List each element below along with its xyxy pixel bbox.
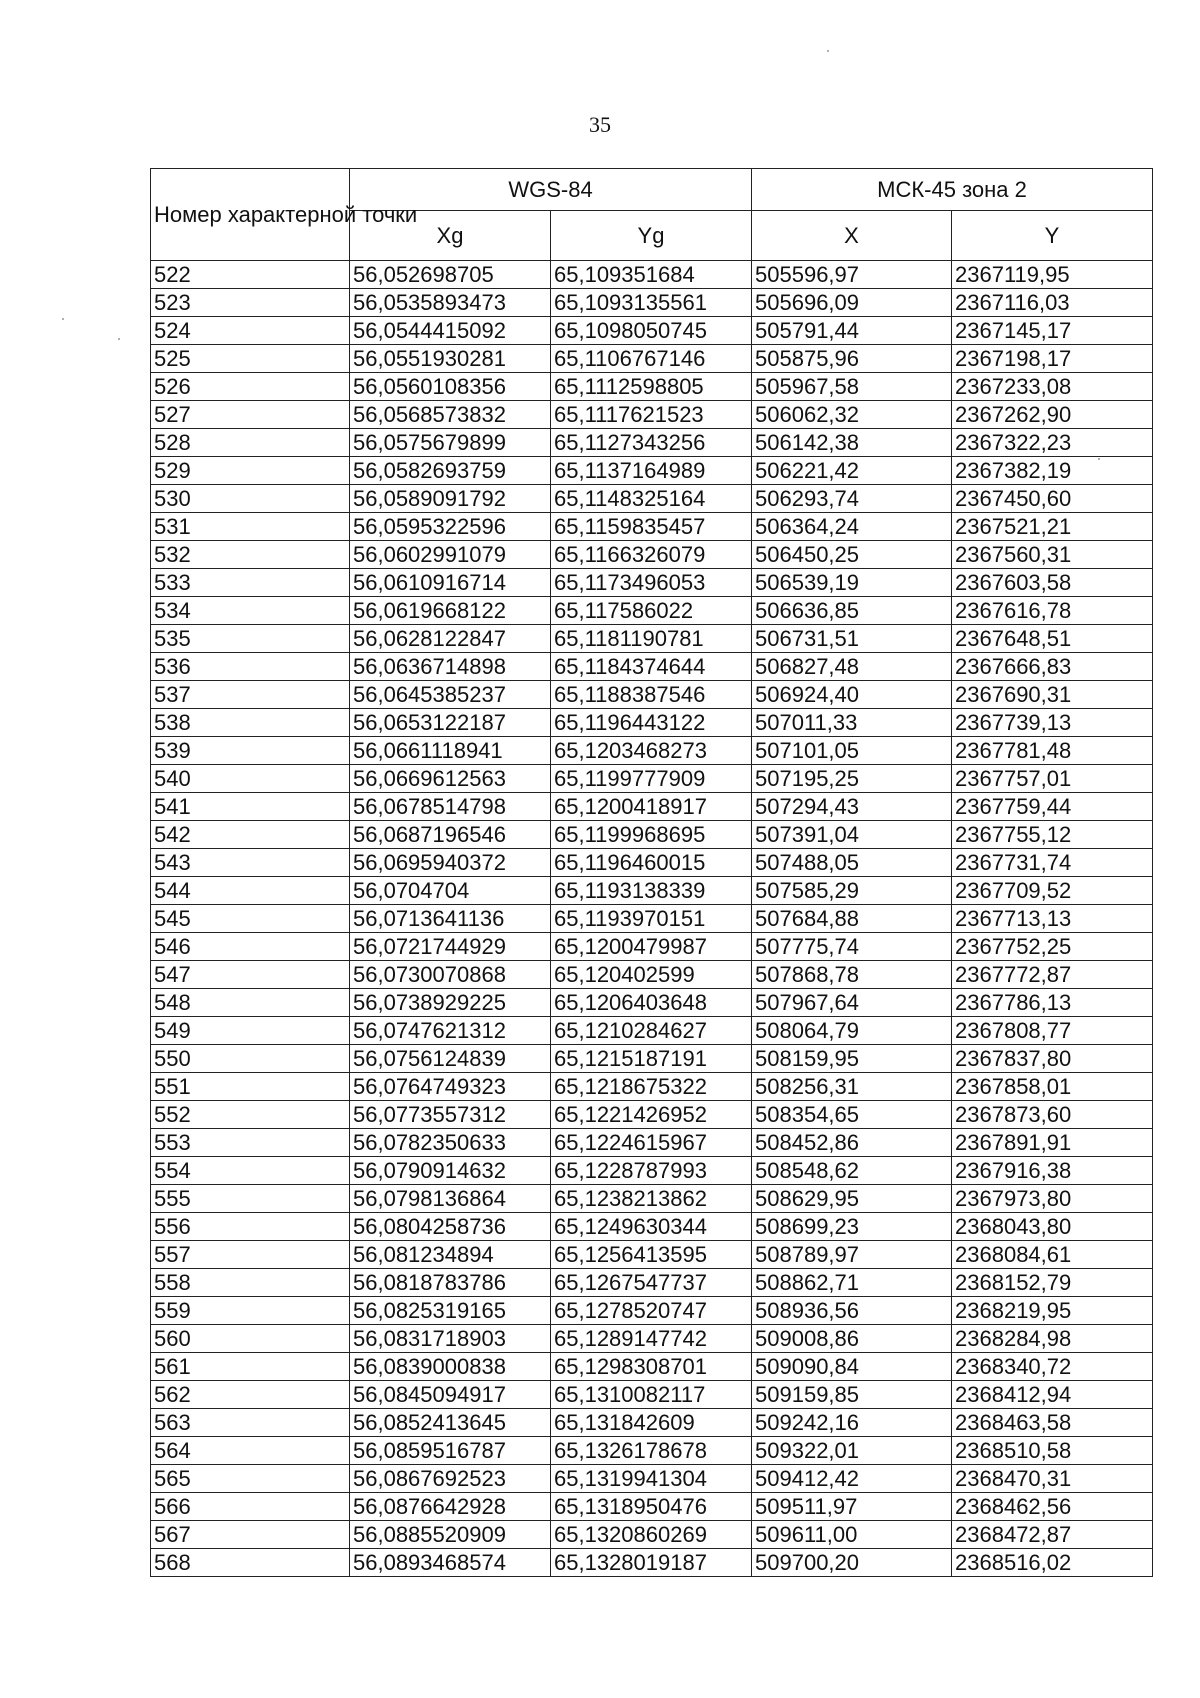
cell-xg: 56,0653122187 <box>350 709 551 737</box>
cell-point-number: 565 <box>151 1465 350 1493</box>
cell-y: 2368472,87 <box>952 1521 1153 1549</box>
table-row <box>151 485 1153 513</box>
cell-point-number: 549 <box>151 1017 350 1045</box>
cell-x: 505791,44 <box>752 317 952 345</box>
cell-point-number: 548 <box>151 989 350 1017</box>
page-number: 35 <box>589 112 611 137</box>
table-row <box>151 1269 1153 1297</box>
cell-x: 507585,29 <box>752 877 952 905</box>
cell-yg: 65,1310082117 <box>551 1381 752 1409</box>
cell-xg: 56,0790914632 <box>350 1157 551 1185</box>
table-row <box>151 541 1153 569</box>
cell-yg: 65,1112598805 <box>551 373 752 401</box>
cell-point-number: 558 <box>151 1269 350 1297</box>
cell-x: 507294,43 <box>752 793 952 821</box>
cell-y: 2367731,74 <box>952 849 1153 877</box>
cell-y: 2367116,03 <box>952 289 1153 317</box>
cell-xg: 56,0610916714 <box>350 569 551 597</box>
cell-point-number: 556 <box>151 1213 350 1241</box>
scan-speck <box>827 50 829 52</box>
cell-point-number: 546 <box>151 933 350 961</box>
cell-yg: 65,109351684 <box>551 261 752 289</box>
table-row <box>151 765 1153 793</box>
table-row <box>151 1549 1153 1577</box>
cell-point-number: 540 <box>151 765 350 793</box>
cell-xg: 56,0661118941 <box>350 737 551 765</box>
header-xg: Xg <box>350 211 551 261</box>
cell-xg: 56,0602991079 <box>350 541 551 569</box>
table-row <box>151 1521 1153 1549</box>
table-row <box>151 401 1153 429</box>
scan-speck <box>118 338 120 340</box>
cell-xg: 56,0695940372 <box>350 849 551 877</box>
cell-y: 2367262,90 <box>952 401 1153 429</box>
cell-point-number: 528 <box>151 429 350 457</box>
cell-x: 509008,86 <box>752 1325 952 1353</box>
cell-x: 509090,84 <box>752 1353 952 1381</box>
cell-xg: 56,0738929225 <box>350 989 551 1017</box>
cell-y: 2367648,51 <box>952 625 1153 653</box>
table-row <box>151 345 1153 373</box>
cell-point-number: 523 <box>151 289 350 317</box>
table-row <box>151 513 1153 541</box>
table-row <box>151 1073 1153 1101</box>
cell-x: 507775,74 <box>752 933 952 961</box>
cell-yg: 65,117586022 <box>551 597 752 625</box>
cell-yg: 65,1326178678 <box>551 1437 752 1465</box>
cell-yg: 65,1228787993 <box>551 1157 752 1185</box>
cell-x: 508354,65 <box>752 1101 952 1129</box>
cell-y: 2367891,91 <box>952 1129 1153 1157</box>
coordinates-table <box>150 168 1153 1577</box>
cell-yg: 65,1319941304 <box>551 1465 752 1493</box>
cell-xg: 56,0687196546 <box>350 821 551 849</box>
cell-yg: 65,1173496053 <box>551 569 752 597</box>
cell-point-number: 524 <box>151 317 350 345</box>
cell-y: 2367873,60 <box>952 1101 1153 1129</box>
cell-yg: 65,1200479987 <box>551 933 752 961</box>
cell-xg: 56,0721744929 <box>350 933 551 961</box>
table-row <box>151 653 1153 681</box>
cell-x: 506731,51 <box>752 625 952 653</box>
cell-y: 2368463,58 <box>952 1409 1153 1437</box>
table-header <box>151 169 1153 261</box>
cell-y: 2367755,12 <box>952 821 1153 849</box>
cell-y: 2368462,56 <box>952 1493 1153 1521</box>
cell-xg: 56,0589091792 <box>350 485 551 513</box>
cell-x: 507488,05 <box>752 849 952 877</box>
cell-xg: 56,0713641136 <box>350 905 551 933</box>
cell-y: 2367382,19 <box>952 457 1153 485</box>
cell-point-number: 542 <box>151 821 350 849</box>
cell-yg: 65,1166326079 <box>551 541 752 569</box>
cell-x: 506293,74 <box>752 485 952 513</box>
cell-x: 508064,79 <box>752 1017 952 1045</box>
cell-point-number: 554 <box>151 1157 350 1185</box>
cell-yg: 65,1098050745 <box>551 317 752 345</box>
cell-y: 2367322,23 <box>952 429 1153 457</box>
cell-point-number: 522 <box>151 261 350 289</box>
cell-point-number: 531 <box>151 513 350 541</box>
cell-x: 506450,25 <box>752 541 952 569</box>
cell-yg: 65,1289147742 <box>551 1325 752 1353</box>
cell-point-number: 526 <box>151 373 350 401</box>
cell-xg: 56,0636714898 <box>350 653 551 681</box>
cell-xg: 56,0595322596 <box>350 513 551 541</box>
cell-y: 2367145,17 <box>952 317 1153 345</box>
table-row <box>151 737 1153 765</box>
cell-yg: 65,1184374644 <box>551 653 752 681</box>
cell-x: 507684,88 <box>752 905 952 933</box>
cell-point-number: 533 <box>151 569 350 597</box>
cell-y: 2367772,87 <box>952 961 1153 989</box>
cell-x: 509511,97 <box>752 1493 952 1521</box>
cell-x: 508862,71 <box>752 1269 952 1297</box>
table-row <box>151 1437 1153 1465</box>
cell-yg: 65,1238213862 <box>551 1185 752 1213</box>
cell-yg: 65,1278520747 <box>551 1297 752 1325</box>
cell-xg: 56,0867692523 <box>350 1465 551 1493</box>
header-group-wgs84: WGS-84 <box>350 169 752 211</box>
table-row <box>151 597 1153 625</box>
cell-y: 2367713,13 <box>952 905 1153 933</box>
table-row <box>151 709 1153 737</box>
cell-y: 2368340,72 <box>952 1353 1153 1381</box>
table-row <box>151 569 1153 597</box>
cell-x: 509242,16 <box>752 1409 952 1437</box>
cell-y: 2367666,83 <box>952 653 1153 681</box>
cell-xg: 56,0839000838 <box>350 1353 551 1381</box>
cell-yg: 65,120402599 <box>551 961 752 989</box>
table-row <box>151 1101 1153 1129</box>
cell-point-number: 525 <box>151 345 350 373</box>
table-row <box>151 989 1153 1017</box>
cell-xg: 56,0859516787 <box>350 1437 551 1465</box>
cell-xg: 56,0619668122 <box>350 597 551 625</box>
table-row <box>151 1353 1153 1381</box>
cell-point-number: 563 <box>151 1409 350 1437</box>
cell-y: 2367759,44 <box>952 793 1153 821</box>
cell-xg: 56,0845094917 <box>350 1381 551 1409</box>
cell-xg: 56,0876642928 <box>350 1493 551 1521</box>
cell-yg: 65,1298308701 <box>551 1353 752 1381</box>
cell-xg: 56,0756124839 <box>350 1045 551 1073</box>
cell-xg: 56,0804258736 <box>350 1213 551 1241</box>
cell-point-number: 550 <box>151 1045 350 1073</box>
cell-y: 2367198,17 <box>952 345 1153 373</box>
cell-yg: 65,1106767146 <box>551 345 752 373</box>
cell-y: 2367603,58 <box>952 569 1153 597</box>
table-row <box>151 1493 1153 1521</box>
cell-xg: 56,0704704 <box>350 877 551 905</box>
cell-point-number: 529 <box>151 457 350 485</box>
cell-x: 506221,42 <box>752 457 952 485</box>
table-body <box>151 261 1153 1577</box>
table-row <box>151 457 1153 485</box>
cell-yg: 65,1181190781 <box>551 625 752 653</box>
cell-y: 2368284,98 <box>952 1325 1153 1353</box>
cell-x: 509611,00 <box>752 1521 952 1549</box>
table-row <box>151 821 1153 849</box>
cell-xg: 56,0818783786 <box>350 1269 551 1297</box>
header-group-msk45: МСК-45 зона 2 <box>752 169 1153 211</box>
cell-xg: 56,052698705 <box>350 261 551 289</box>
cell-x: 508789,97 <box>752 1241 952 1269</box>
cell-x: 508548,62 <box>752 1157 952 1185</box>
table-row <box>151 1129 1153 1157</box>
cell-yg: 65,1256413595 <box>551 1241 752 1269</box>
cell-x: 508699,23 <box>752 1213 952 1241</box>
cell-x: 506539,19 <box>752 569 952 597</box>
cell-y: 2367709,52 <box>952 877 1153 905</box>
cell-x: 509700,20 <box>752 1549 952 1577</box>
table-row <box>151 429 1153 457</box>
cell-yg: 65,1200418917 <box>551 793 752 821</box>
cell-point-number: 543 <box>151 849 350 877</box>
table-row <box>151 793 1153 821</box>
cell-xg: 56,081234894 <box>350 1241 551 1269</box>
cell-yg: 65,1188387546 <box>551 681 752 709</box>
cell-yg: 65,1127343256 <box>551 429 752 457</box>
cell-y: 2367858,01 <box>952 1073 1153 1101</box>
cell-xg: 56,0852413645 <box>350 1409 551 1437</box>
cell-yg: 65,1206403648 <box>551 989 752 1017</box>
cell-xg: 56,0544415092 <box>350 317 551 345</box>
cell-point-number: 534 <box>151 597 350 625</box>
header-row-groups <box>151 169 1153 211</box>
cell-yg: 65,1193138339 <box>551 877 752 905</box>
cell-yg: 65,1196460015 <box>551 849 752 877</box>
table-row <box>151 317 1153 345</box>
cell-x: 506062,32 <box>752 401 952 429</box>
cell-xg: 56,0582693759 <box>350 457 551 485</box>
cell-y: 2367739,13 <box>952 709 1153 737</box>
cell-x: 507391,04 <box>752 821 952 849</box>
cell-y: 2368043,80 <box>952 1213 1153 1241</box>
table-row <box>151 1045 1153 1073</box>
cell-point-number: 562 <box>151 1381 350 1409</box>
cell-y: 2367521,21 <box>952 513 1153 541</box>
table-row <box>151 1465 1153 1493</box>
table-row <box>151 933 1153 961</box>
cell-x: 505875,96 <box>752 345 952 373</box>
cell-x: 505696,09 <box>752 289 952 317</box>
cell-point-number: 561 <box>151 1353 350 1381</box>
cell-point-number: 541 <box>151 793 350 821</box>
cell-xg: 56,0764749323 <box>350 1073 551 1101</box>
cell-x: 508159,95 <box>752 1045 952 1073</box>
cell-y: 2367786,13 <box>952 989 1153 1017</box>
cell-point-number: 567 <box>151 1521 350 1549</box>
table-row <box>151 1325 1153 1353</box>
cell-x: 509322,01 <box>752 1437 952 1465</box>
cell-point-number: 532 <box>151 541 350 569</box>
cell-yg: 65,1159835457 <box>551 513 752 541</box>
cell-xg: 56,0747621312 <box>350 1017 551 1045</box>
cell-yg: 65,1148325164 <box>551 485 752 513</box>
table-row <box>151 1017 1153 1045</box>
header-x: X <box>752 211 952 261</box>
cell-x: 507011,33 <box>752 709 952 737</box>
cell-y: 2367781,48 <box>952 737 1153 765</box>
cell-y: 2368219,95 <box>952 1297 1153 1325</box>
cell-y: 2367973,80 <box>952 1185 1153 1213</box>
cell-x: 506364,24 <box>752 513 952 541</box>
cell-y: 2368412,94 <box>952 1381 1153 1409</box>
cell-x: 506142,38 <box>752 429 952 457</box>
table-row <box>151 905 1153 933</box>
cell-x: 508452,86 <box>752 1129 952 1157</box>
cell-yg: 65,1320860269 <box>551 1521 752 1549</box>
cell-yg: 65,1221426952 <box>551 1101 752 1129</box>
cell-point-number: 530 <box>151 485 350 513</box>
cell-x: 508936,56 <box>752 1297 952 1325</box>
cell-yg: 65,1218675322 <box>551 1073 752 1101</box>
cell-x: 506827,48 <box>752 653 952 681</box>
cell-yg: 65,1117621523 <box>551 401 752 429</box>
table-row <box>151 261 1153 289</box>
cell-xg: 56,0825319165 <box>350 1297 551 1325</box>
cell-point-number: 553 <box>151 1129 350 1157</box>
cell-y: 2367690,31 <box>952 681 1153 709</box>
cell-y: 2367752,25 <box>952 933 1153 961</box>
cell-x: 506924,40 <box>752 681 952 709</box>
cell-xg: 56,0628122847 <box>350 625 551 653</box>
table-row <box>151 625 1153 653</box>
cell-x: 507967,64 <box>752 989 952 1017</box>
cell-y: 2367616,78 <box>952 597 1153 625</box>
header-point-number: Номер характерной точки <box>151 169 350 261</box>
cell-point-number: 544 <box>151 877 350 905</box>
cell-x: 508629,95 <box>752 1185 952 1213</box>
cell-x: 505967,58 <box>752 373 952 401</box>
cell-xg: 56,0551930281 <box>350 345 551 373</box>
table-row <box>151 877 1153 905</box>
cell-point-number: 555 <box>151 1185 350 1213</box>
cell-point-number: 564 <box>151 1437 350 1465</box>
cell-yg: 65,1196443122 <box>551 709 752 737</box>
cell-xg: 56,0730070868 <box>350 961 551 989</box>
cell-xg: 56,0645385237 <box>350 681 551 709</box>
table-row <box>151 1241 1153 1269</box>
cell-point-number: 551 <box>151 1073 350 1101</box>
cell-yg: 65,1267547737 <box>551 1269 752 1297</box>
cell-point-number: 552 <box>151 1101 350 1129</box>
cell-y: 2368084,61 <box>952 1241 1153 1269</box>
cell-y: 2367808,77 <box>952 1017 1153 1045</box>
cell-xg: 56,0560108356 <box>350 373 551 401</box>
table-row <box>151 849 1153 877</box>
cell-yg: 65,131842609 <box>551 1409 752 1437</box>
cell-x: 507868,78 <box>752 961 952 989</box>
table-row <box>151 1185 1153 1213</box>
table-row <box>151 1409 1153 1437</box>
cell-y: 2367837,80 <box>952 1045 1153 1073</box>
table-row <box>151 1297 1153 1325</box>
table-row <box>151 681 1153 709</box>
table-row <box>151 961 1153 989</box>
cell-point-number: 539 <box>151 737 350 765</box>
cell-yg: 65,1210284627 <box>551 1017 752 1045</box>
cell-xg: 56,0831718903 <box>350 1325 551 1353</box>
cell-y: 2368470,31 <box>952 1465 1153 1493</box>
cell-xg: 56,0568573832 <box>350 401 551 429</box>
cell-y: 2367757,01 <box>952 765 1153 793</box>
cell-y: 2367119,95 <box>952 261 1153 289</box>
cell-x: 509159,85 <box>752 1381 952 1409</box>
cell-point-number: 547 <box>151 961 350 989</box>
cell-point-number: 557 <box>151 1241 350 1269</box>
cell-xg: 56,0678514798 <box>350 793 551 821</box>
cell-yg: 65,1199777909 <box>551 765 752 793</box>
cell-yg: 65,1193970151 <box>551 905 752 933</box>
table-row <box>151 289 1153 317</box>
cell-x: 506636,85 <box>752 597 952 625</box>
cell-xg: 56,0575679899 <box>350 429 551 457</box>
cell-xg: 56,0893468574 <box>350 1549 551 1577</box>
table-row <box>151 1157 1153 1185</box>
cell-x: 507101,05 <box>752 737 952 765</box>
cell-xg: 56,0798136864 <box>350 1185 551 1213</box>
cell-x: 505596,97 <box>752 261 952 289</box>
cell-yg: 65,1137164989 <box>551 457 752 485</box>
cell-x: 507195,25 <box>752 765 952 793</box>
cell-xg: 56,0535893473 <box>350 289 551 317</box>
cell-point-number: 538 <box>151 709 350 737</box>
header-yg: Yg <box>551 211 752 261</box>
cell-yg: 65,1224615967 <box>551 1129 752 1157</box>
cell-x: 509412,42 <box>752 1465 952 1493</box>
cell-point-number: 537 <box>151 681 350 709</box>
table-row <box>151 373 1153 401</box>
cell-y: 2368152,79 <box>952 1269 1153 1297</box>
cell-y: 2367560,31 <box>952 541 1153 569</box>
header-y: Y <box>952 211 1153 261</box>
cell-point-number: 568 <box>151 1549 350 1577</box>
table-row <box>151 1381 1153 1409</box>
cell-y: 2368510,58 <box>952 1437 1153 1465</box>
cell-point-number: 566 <box>151 1493 350 1521</box>
cell-point-number: 536 <box>151 653 350 681</box>
cell-yg: 65,1215187191 <box>551 1045 752 1073</box>
table-row <box>151 1213 1153 1241</box>
cell-yg: 65,1093135561 <box>551 289 752 317</box>
cell-point-number: 559 <box>151 1297 350 1325</box>
cell-yg: 65,1328019187 <box>551 1549 752 1577</box>
cell-y: 2367450,60 <box>952 485 1153 513</box>
cell-point-number: 545 <box>151 905 350 933</box>
cell-y: 2367233,08 <box>952 373 1153 401</box>
cell-xg: 56,0773557312 <box>350 1101 551 1129</box>
cell-yg: 65,1318950476 <box>551 1493 752 1521</box>
cell-yg: 65,1199968695 <box>551 821 752 849</box>
cell-point-number: 535 <box>151 625 350 653</box>
cell-point-number: 560 <box>151 1325 350 1353</box>
cell-yg: 65,1203468273 <box>551 737 752 765</box>
cell-y: 2368516,02 <box>952 1549 1153 1577</box>
scan-speck <box>62 318 64 320</box>
cell-yg: 65,1249630344 <box>551 1213 752 1241</box>
cell-y: 2367916,38 <box>952 1157 1153 1185</box>
cell-x: 508256,31 <box>752 1073 952 1101</box>
cell-xg: 56,0885520909 <box>350 1521 551 1549</box>
cell-xg: 56,0782350633 <box>350 1129 551 1157</box>
cell-xg: 56,0669612563 <box>350 765 551 793</box>
cell-point-number: 527 <box>151 401 350 429</box>
